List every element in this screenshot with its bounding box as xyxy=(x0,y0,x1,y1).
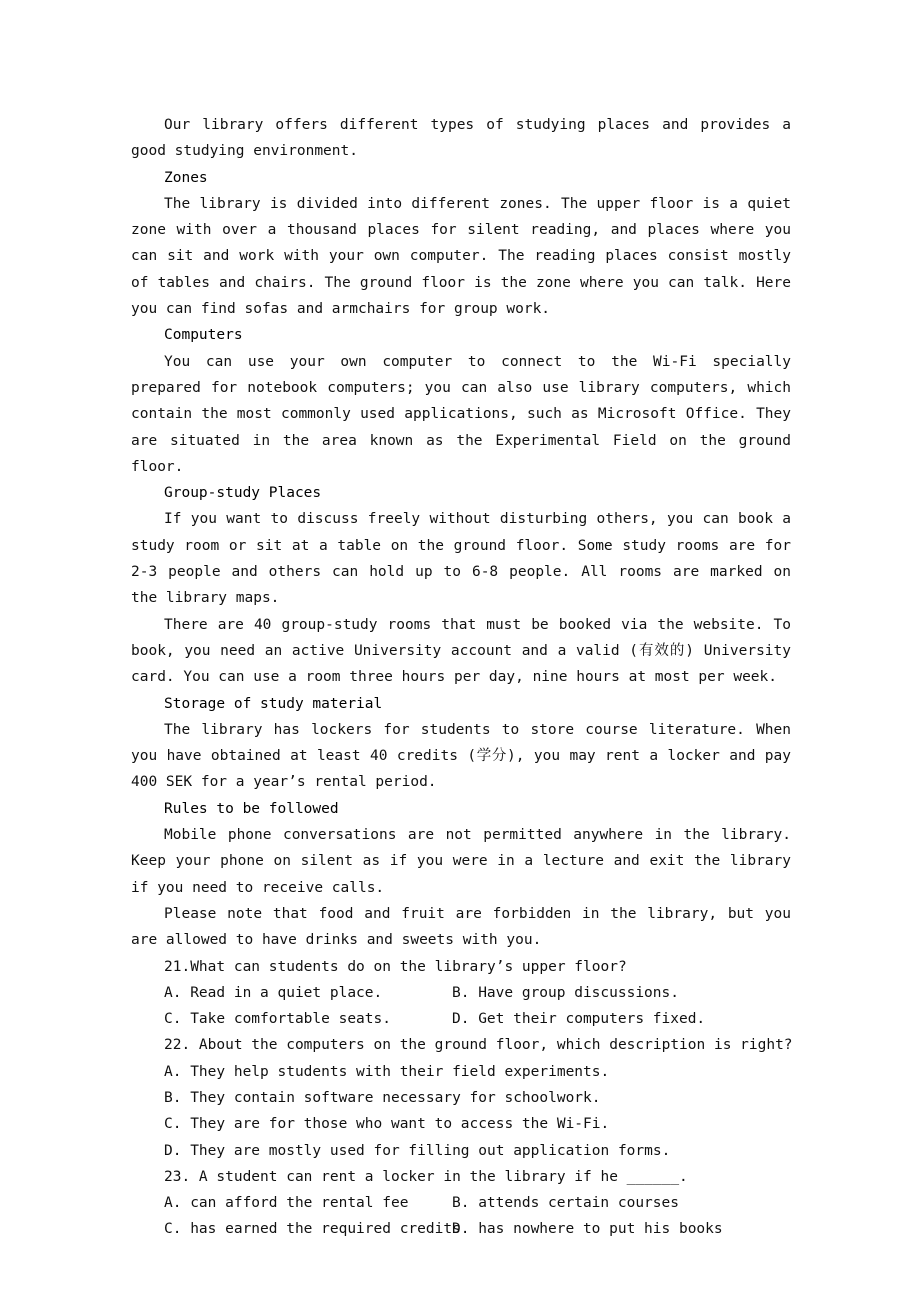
question-23-option-a: A. can afford the rental fee xyxy=(164,1195,409,1212)
zones-heading: Zones xyxy=(164,169,208,186)
group-study-heading: Group-study Places xyxy=(164,485,322,502)
question-22-option-a: A. They help students with their field experiments. xyxy=(164,1063,610,1080)
question-23-option-b: B. attends certain courses xyxy=(452,1195,679,1212)
rules-paragraph-2: Please note that food and fruit are forbidden in the library, but you are allowed to have drinks and sweets with you. xyxy=(131,905,791,949)
question-23-stem: 23. A student can rent a locker in the library if he ______. xyxy=(164,1168,688,1185)
storage-heading: Storage of study material xyxy=(164,695,383,712)
question-23-option-c: C. has earned the required credits xyxy=(164,1221,461,1238)
question-22-option-c: C. They are for those who want to access the Wi-Fi. xyxy=(164,1116,610,1133)
question-21-options-row-2 xyxy=(131,1006,791,1032)
question-21-stem: 21.What can students do on the library’s upper floor? xyxy=(164,958,627,975)
document-page xyxy=(131,112,791,1243)
question-21-options-row-1 xyxy=(131,980,791,1006)
storage-paragraph: The library has lockers for students to store course literature. When you have obtained at least 40 credits (学分), you may rent a locker and pay 400 SEK for a year’s rental period. xyxy=(131,721,791,791)
zones-paragraph: The library is divided into different zones. The upper floor is a quiet zone with over a thousand places for silent reading, and places where you can sit and work with your own computer. The reading places consist mostly of tables and chairs. The ground floor is the zone where you can talk. Here you can find sofas and armchairs for group work. xyxy=(131,195,791,318)
question-23-options-row-1 xyxy=(131,1190,791,1216)
question-22-option-b: B. They contain software necessary for schoolwork. xyxy=(164,1089,601,1106)
question-23-options-row-2 xyxy=(131,1216,791,1242)
computers-heading: Computers xyxy=(164,327,243,344)
group-study-paragraph-1: If you want to discuss freely without disturbing others, you can book a study room or sit at a table on the ground floor. Some study rooms are for 2-3 people and others can hold up to 6-8 people. All rooms are marked on the library maps. xyxy=(131,511,791,607)
intro-paragraph: Our library offers different types of studying places and provides a good studying environment. xyxy=(131,117,791,160)
question-21-option-a: A. Read in a quiet place. xyxy=(164,984,383,1001)
question-21-option-b: B. Have group discussions. xyxy=(452,984,679,1001)
question-21-option-c: C. Take comfortable seats. xyxy=(164,1011,391,1028)
question-23-option-d: D. has nowhere to put his books xyxy=(452,1221,723,1238)
rules-paragraph-1: Mobile phone conversations are not permitted anywhere in the library. Keep your phone on silent as if you were in a lecture and exit the library if you need to receive calls. xyxy=(131,827,791,896)
question-21-option-d: D. Get their computers fixed. xyxy=(452,1011,706,1028)
question-22-stem: 22. About the computers on the ground floor, which description is right? xyxy=(164,1037,793,1054)
rules-heading: Rules to be followed xyxy=(164,800,339,817)
computers-paragraph: You can use your own computer to connect to the Wi-Fi specially prepared for notebook computers; you can also use library computers, which contain the most commonly used applications, such as Microsoft Office. They are situated in the area known as the Experimental Field on the ground floor. xyxy=(131,353,791,475)
question-22-option-d: D. They are mostly used for filling out application forms. xyxy=(164,1142,671,1159)
group-study-paragraph-2: There are 40 group-study rooms that must be booked via the website. To book, you need an active University account and a valid (有效的) University card. You can use a room three hours per day, nine hours at most per week. xyxy=(131,616,791,686)
